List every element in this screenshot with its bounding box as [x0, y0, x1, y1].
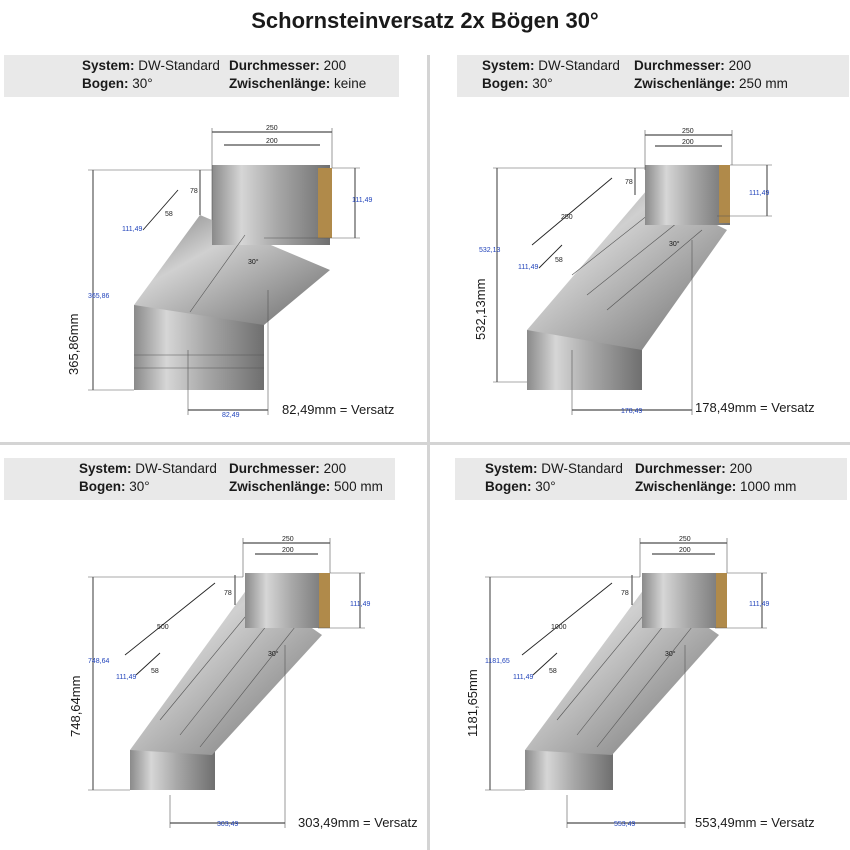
- dim-outer-label: 250: [266, 125, 278, 132]
- dim-78-label: 78: [625, 179, 633, 186]
- dim-78-label: 78: [621, 590, 629, 597]
- wall-insulation: [719, 165, 730, 223]
- panel-4: [427, 455, 850, 845]
- system-value: DW-Standard: [538, 58, 620, 73]
- angle-label: 30°: [669, 241, 680, 248]
- zwischen-label: Zwischenlänge:: [229, 76, 331, 91]
- dim-offset-small-label: 303,49: [217, 821, 239, 828]
- system-label: System:: [82, 58, 135, 73]
- dim-offset-small-label: 82,49: [222, 412, 240, 419]
- bogen-value: 30°: [129, 479, 150, 494]
- dim-length-label: 1000: [551, 624, 567, 631]
- dim-height-big-label: 1181,65mm: [465, 669, 480, 737]
- angle-label: 30°: [248, 259, 259, 266]
- dim-height-big-label: 532,13mm: [473, 278, 488, 340]
- panel-1: [0, 50, 425, 440]
- dim-111-label: 111,49: [513, 674, 534, 681]
- dim-58-label: 58: [549, 668, 557, 675]
- dim-111-label: 111,49: [116, 674, 137, 681]
- chimney-diagram-2: [427, 50, 850, 440]
- angle-label: 30°: [665, 651, 676, 658]
- chimney-diagram-3: [0, 455, 425, 845]
- wall-insulation: [716, 573, 727, 628]
- versatz-label: 553,49mm = Versatz: [695, 815, 815, 830]
- durchmesser-value: 200: [728, 58, 752, 73]
- dim-height-big-label: 365,86mm: [66, 313, 81, 375]
- versatz-label: 303,49mm = Versatz: [298, 815, 418, 830]
- angle-label: 30°: [268, 651, 279, 658]
- dim-height-small-label: 532,13: [479, 247, 501, 254]
- lower-pipe: [130, 750, 215, 790]
- dim-111-label: 111,49: [518, 264, 539, 271]
- dim-58-label: 58: [165, 211, 173, 218]
- dim-58-label: 58: [151, 668, 159, 675]
- dim-length-label: 250: [561, 214, 573, 221]
- durchmesser-label: Durchmesser:: [634, 58, 725, 73]
- dim-length-label: 500: [157, 624, 169, 631]
- zwischen-label: Zwischenlänge:: [229, 479, 331, 494]
- dim-height-small-label: 365,86: [88, 293, 110, 300]
- zwischen-value: keine: [334, 76, 367, 91]
- dim-78-label: 78: [190, 188, 198, 195]
- durchmesser-label: Durchmesser:: [635, 461, 726, 476]
- lower-pipe: [525, 750, 613, 790]
- bogen-value: 30°: [535, 479, 556, 494]
- dim-inner-label: 200: [679, 547, 691, 554]
- upper-pipe: [642, 573, 727, 628]
- versatz-label: 82,49mm = Versatz: [282, 402, 395, 417]
- dim-height-small-label: 1181,65: [485, 658, 510, 665]
- system-label: System:: [485, 461, 538, 476]
- dim-side-label: 111,49: [749, 601, 770, 608]
- versatz-label: 178,49mm = Versatz: [695, 400, 815, 415]
- dim-height-big-label: 748,64mm: [68, 675, 83, 737]
- wall-insulation: [319, 573, 330, 628]
- chimney-diagram-4: [427, 455, 850, 845]
- bogen-label: Bogen:: [82, 76, 129, 91]
- panel-2: [427, 50, 850, 440]
- durchmesser-label: Durchmesser:: [229, 461, 320, 476]
- dim-inner-label: 200: [282, 547, 294, 554]
- wall-insulation: [318, 168, 332, 238]
- panel-3: [0, 455, 425, 845]
- durchmesser-value: 200: [323, 58, 347, 73]
- dim-offset-small-label: 178,49: [621, 408, 643, 415]
- bogen-label: Bogen:: [485, 479, 532, 494]
- durchmesser-value: 200: [729, 461, 753, 476]
- dim-78-label: 78: [224, 590, 232, 597]
- system-value: DW-Standard: [135, 461, 217, 476]
- durchmesser-value: 200: [323, 461, 347, 476]
- system-label: System:: [482, 58, 535, 73]
- bogen-value: 30°: [132, 76, 153, 91]
- dim-inner-label: 200: [682, 139, 694, 146]
- dim-side-label: 111,49: [350, 601, 371, 608]
- zwischen-label: Zwischenlänge:: [635, 479, 737, 494]
- zwischen-value: 1000 mm: [740, 479, 797, 494]
- dim-side-label: 111,49: [749, 190, 770, 197]
- bogen-label: Bogen:: [79, 479, 126, 494]
- system-label: System:: [79, 461, 132, 476]
- zwischen-label: Zwischenlänge:: [634, 76, 736, 91]
- dim-height-small-label: 748,64: [88, 658, 110, 665]
- dim-inner-label: 200: [266, 138, 278, 145]
- dim-111-label: 111,49: [122, 226, 143, 233]
- dim-offset-small-label: 553,49: [614, 821, 636, 828]
- system-value: DW-Standard: [138, 58, 220, 73]
- page-title: Schornsteinversatz 2x Bögen 30°: [251, 8, 599, 33]
- horizontal-divider: [0, 442, 850, 445]
- bogen-value: 30°: [532, 76, 553, 91]
- zwischen-value: 250 mm: [739, 76, 788, 91]
- system-value: DW-Standard: [541, 461, 623, 476]
- chimney-diagram-1: [0, 50, 425, 440]
- zwischen-value: 500 mm: [334, 479, 383, 494]
- dim-58-label: 58: [555, 257, 563, 264]
- upper-pipe: [212, 165, 330, 245]
- dim-outer-label: 250: [282, 536, 294, 543]
- durchmesser-label: Durchmesser:: [229, 58, 320, 73]
- upper-pipe: [245, 573, 330, 628]
- dim-outer-label: 250: [682, 128, 694, 135]
- dim-outer-label: 250: [679, 536, 691, 543]
- bogen-label: Bogen:: [482, 76, 529, 91]
- dim-side-label: 111,49: [352, 197, 373, 204]
